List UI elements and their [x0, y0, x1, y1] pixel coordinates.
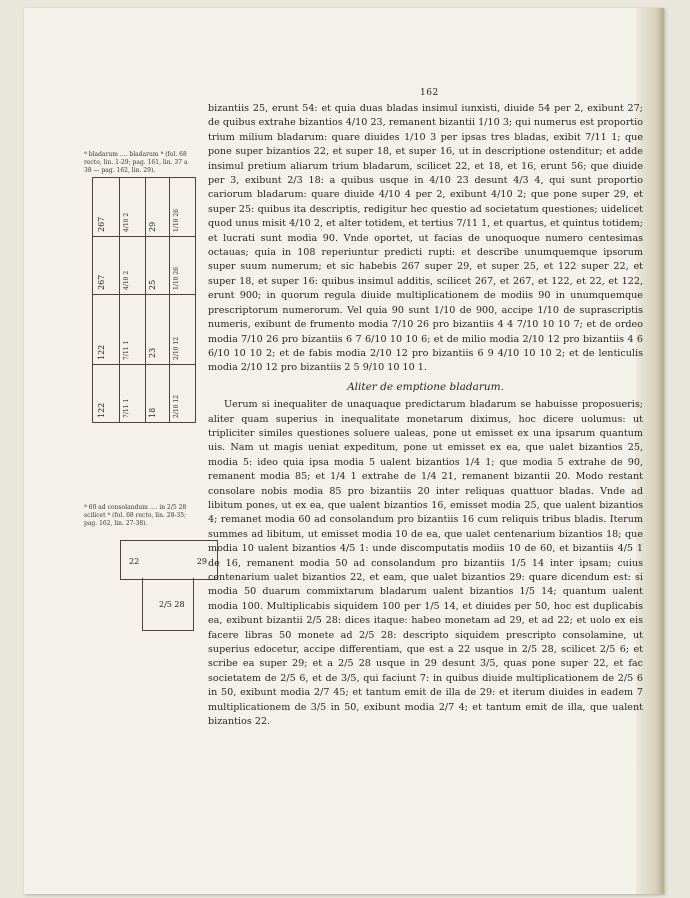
- document-page: [24, 8, 664, 894]
- table-cell: 7/11 1: [123, 340, 130, 360]
- table-2-left-value: 22: [129, 557, 140, 566]
- margin-table-2: [120, 540, 218, 632]
- table-divider: [93, 294, 195, 295]
- table-cell: 2/10 12: [173, 394, 180, 418]
- marginal-note-1: ª bladarum .... bladarum ª (fol. 68 recto, lin. 1-29; pag. 161, lin. 37 a 38 — pag. 162, lin. 29).: [84, 151, 188, 174]
- table-divider: [93, 236, 195, 237]
- main-text: [208, 102, 643, 729]
- table-2-right-value: 29: [196, 557, 207, 566]
- table-cell: 1/10 26: [173, 266, 180, 290]
- table-2-stem-cell: [142, 578, 194, 631]
- table-cell: 4/10 2: [123, 270, 130, 290]
- marginal-note-2: ª 60 ad consolandum .... in 2/5 28 scilicet ª (fol. 68 recto, lin. 28-35; pag. 162, lin. 27-38).: [84, 504, 187, 527]
- table-cell: 18: [148, 407, 157, 418]
- table-divider: [119, 178, 120, 422]
- paragraph: Uerum si inequaliter de unaquaque predictarum bladarum se habuisse proposueris; aliter quam superius in inequalitate monetarum diximus, hoc dicere uolumus: ut tripliciter similes questiones soluere ualeas, pone ut emisset ex una ipsarum quantum uis. Nam ut magis ueniat expeditum, pone ut emisset ex ea, que ualet bizantios 25, modia 5: ideo quia ipsa modia 5 ualent bizantios 1/4 1; que modia 5 extrahe de 90, remanent modia 85; et 1/4 1 extrahe de 1/4 21, remanent bizantii 20. Modo restant consolare nobis modia 85 pro bizantiis 20 inter reliquas quattuor bladas. Vnde ad libitum pones, ut ex ea, que ualent bizantios 16, emisset modia 25, que ualent bizantios 4; remanet modia 60 ad consolandum pro bizantiis 16 cum reliquis tribus bladis. Iterum summes ad libitum, ut emisset modia 10 de ea, que ualet centenarium bizantios 18; que modia 10 ualent bizantios 4/5 1: unde discomputatis modiis 10 de 60, et bizantiis 4/5 1 de 16, remanent modia 50 ad consolandum pro bizantiis 1/5 14 inter ipsam; cuius centenarium ualet bizantios 22, et eam, que ualet bizantios 29: quare dicendum est: si modia 50 duarum commixtarum bladarum ualent bizantios 1/5 14; quantum ualent modia 100. Multiplicabis siquidem 100 per 1/5 14, et diuides per 50, hoc est duplicabis ea, exibunt bizantii 2/5 28: dices itaque: habeo monetam ad 29, et ad 22; et uolo ex eis facere libras 50 monete ad 2/5 28: descripto siquidem prescripto consolamine, ut superius edocetur, accipe differentiam, que est a 22 usque in 2/5 28, scilicet 2/5 6; et scribe ea super 29; et a 2/5 28 usque in 29 desunt 3/5, quas pone super 22, et fac societatem de 2/5 6, et de 3/5, qui faciunt 7: in quibus diuide multiplicationem de 2/5 6 in 50, exibunt modia 2/7 45; et tantum emit de illa de 29: et iterum diuides in eadem 7 multiplicationem de 3/5 in 50, exibunt modia 2/7 4; et tantum emit de illa, que ualent bizantios 22.: [208, 399, 643, 728]
- section-heading: Aliter de emptione bladarum.: [347, 380, 504, 393]
- table-cell: 7/11 1: [123, 398, 130, 418]
- table-divider: [93, 364, 195, 365]
- table-cell: 25: [148, 279, 157, 290]
- table-cell: 122: [97, 344, 106, 360]
- table-2-top-cell: [120, 540, 218, 580]
- table-divider: [169, 178, 170, 422]
- table-cell: 29: [148, 221, 157, 232]
- table-divider: [145, 178, 146, 422]
- table-cell: 267: [97, 216, 106, 232]
- table-cell: 2/10 12: [173, 336, 180, 360]
- page-number: 162: [420, 88, 439, 98]
- paragraph: bizantiis 25, erunt 54: et quia duas bladas insimul iunxisti, diuide 54 per 2, exibunt 27; de quibus extrahe bizantios 4/10 23, remanent bizantii 1/10 3; qui numerus est proportio trium milium bladarum: quare diuides 1/10 3 per ipsas tres bladas, exibit 7/11 1; que pone super bizantios 22, et super 18, et super 16, ut in descriptione ostenditur; et adde insimul pretium aliarum trium bladarum, scilicet 22, et 18, et 16, erunt 56; que diuide per 3, exibunt 2/3 18: a quibus usque in 4/10 23 desunt 4/3 4, qui sunt proportio cariorum bladarum: quare diuide 4/10 4 per 2, exibunt 4/10 2; que pone super 29, et super 25: quibus ita descriptis, redigitur hec questio ad societatum questiones; uidelicet quod unus misit 4/10 2, et alter totidem, et tertius 7/11 1, et quartus, et quintus totidem; et lucrati sunt modia 90. Vnde oportet, ut facias de unoquoque numero centesimas octauas; quia in 108 reperiuntur predicti rupti: et describe unumquemque ipsorum super suum numerum; et sic habebis 267 super 29, et super 25, et 122 super 22, et super 18, et super 16: quibus insimul additis, scilicet 267, et 267, et 122, et 22, et 122, erunt 900; in quorum regula diuide multiplicationem de modiis 90 in unumquemque prescriptorum numerorum. Vel quia 90 sunt 1/10 de 900, accipe 1/10 de suprascriptis numeris, exibunt de frumento modia 7/10 26 pro bizantiis 4 4 7/10 10 10 7; et de ordeo modia 7/10 26 pro bizantiis 6 7 6/10 10 10 6; et de milio modia 2/10 12 pro bizantiis 4 6 6/10 10 10 2; et de fabis modia 2/10 12 pro bizantiis 6 9 4/10 10 10 2; et de lenticulis modia 2/10 12 pro bizantiis 2 5 9/10 10 10 1.: [208, 103, 643, 374]
- table-cell: 4/10 2: [123, 212, 130, 232]
- table-cell: 122: [97, 402, 106, 418]
- table-cell: 267: [97, 274, 106, 290]
- table-cell: 23: [148, 347, 157, 358]
- table-2-bottom-value: 2/5 28: [159, 600, 185, 609]
- table-cell: 1/10 26: [173, 208, 180, 232]
- margin-table-1: [92, 177, 196, 423]
